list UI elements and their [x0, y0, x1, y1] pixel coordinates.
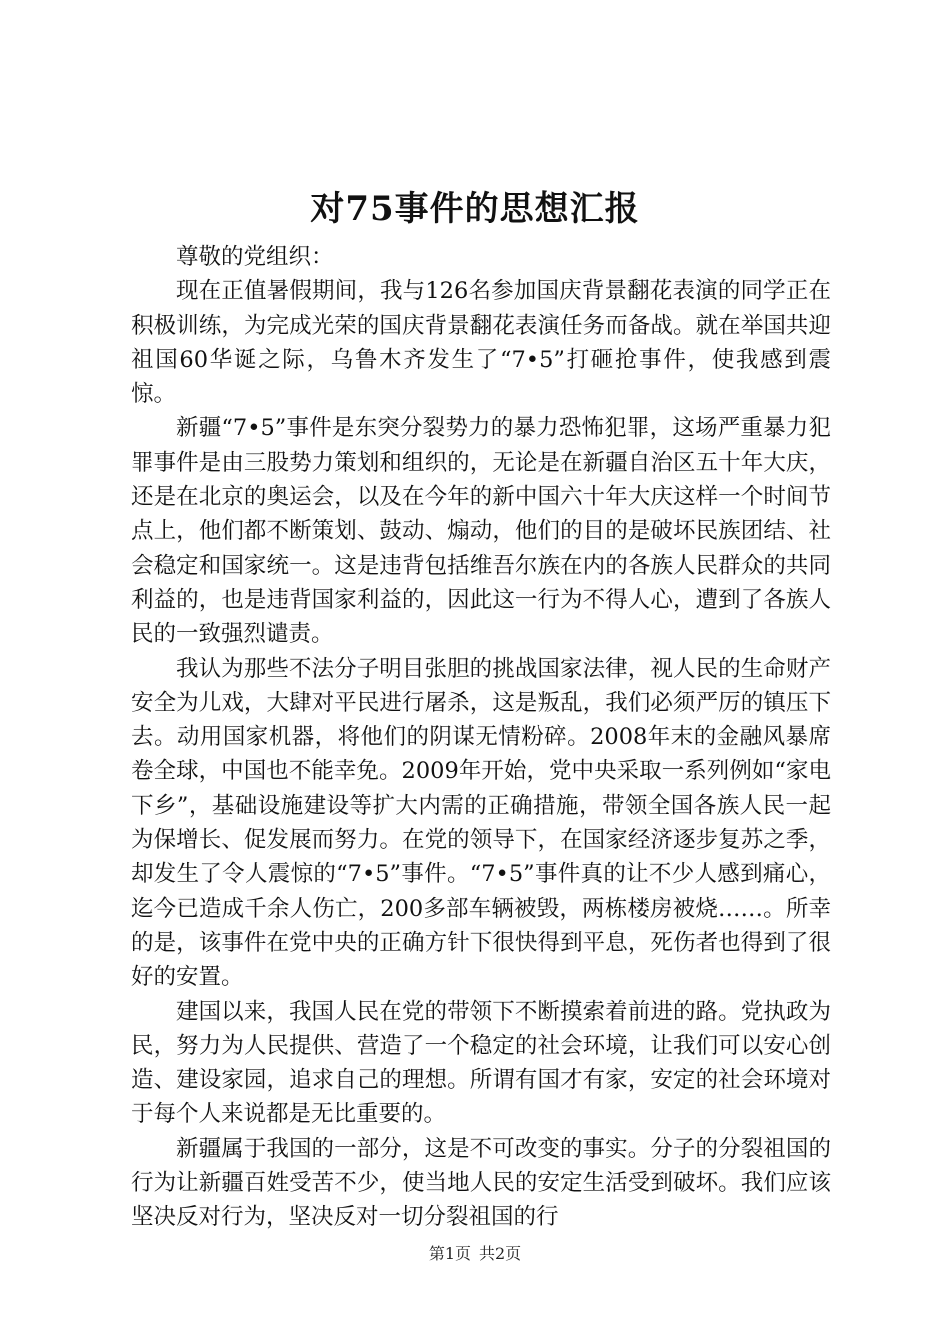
paragraph: 建国以来，我国人民在党的带领下不断摸索着前进的路。党执政为民，努力为人民提供、营造了一个稳定的社会环境，让我们可以安心创造、建设家园，追求自己的理想。所谓有国才有家，安定的社会环境对于每个人来说都是无比重要的。 [131, 998, 831, 1128]
page-footer [0, 1242, 950, 1266]
document-title: 对75事件的思想汇报 [310, 189, 640, 229]
paragraph: 我认为那些不法分子明目张胆的挑战国家法律，视人民的生命财产安全为儿戏，大肆对平民进行屠杀，这是叛乱，我们必须严厉的镇压下去。动用国家机器，将他们的阴谋无情粉碎。2008年末的金融风暴席卷全球，中国也不能幸免。2009年开始，党中央采取一系列例如“家电下乡”，基础设施建设等扩大内需的正确措施，带领全国各族人民一起为保增长、促发展而努力。在党的领导下，在国家经济逐步复苏之季，却发生了令人震惊的“7•5”事件。“7•5”事件真的让不少人感到痛心，迄今已造成千余人伤亡，200多部车辆被毁，两栋楼房被烧……。所幸的是，该事件在党中央的正确方针下很快得到平息，死伤者也得到了很好的安置。 [131, 655, 831, 991]
page-number: 第1页 [428, 1244, 471, 1263]
paragraph: 新疆“7•5”事件是东突分裂势力的暴力恐怖犯罪，这场严重暴力犯罪事件是由三股势力策划和组织的，无论是在新疆自治区五十年大庆，还是在北京的奥运会，以及在今年的新中国六十年大庆这样一个时间节点上，他们都不断策划、鼓动、煽动，他们的目的是破坏民族团结、社会稳定和国家统一。这是违背包括维吾尔族在内的各族人民群众的共同利益的，也是违背国家利益的，因此这一行为不得人心，遭到了各族人民的一致强烈谴责。 [131, 415, 831, 648]
paragraph: 新疆属于我国的一部分，这是不可改变的事实。分子的分裂祖国的行为让新疆百姓受苦不少，使当地人民的安定生活受到破坏。我们应该坚决反对行为，坚决反对一切分裂祖国的行 [131, 1135, 831, 1231]
page-total: 共2页 [479, 1244, 522, 1263]
salutation: 尊敬的党组织： [176, 244, 334, 270]
paragraph: 现在正值暑假期间，我与126名参加国庆背景翻花表演的同学正在积极训练，为完成光荣的国庆背景翻花表演任务而备战。就在举国共迎祖国60华诞之际，乌鲁木齐发生了“7•5”打砸抢事件，使我感到震惊。 [131, 278, 831, 408]
document-body [131, 240, 831, 1235]
